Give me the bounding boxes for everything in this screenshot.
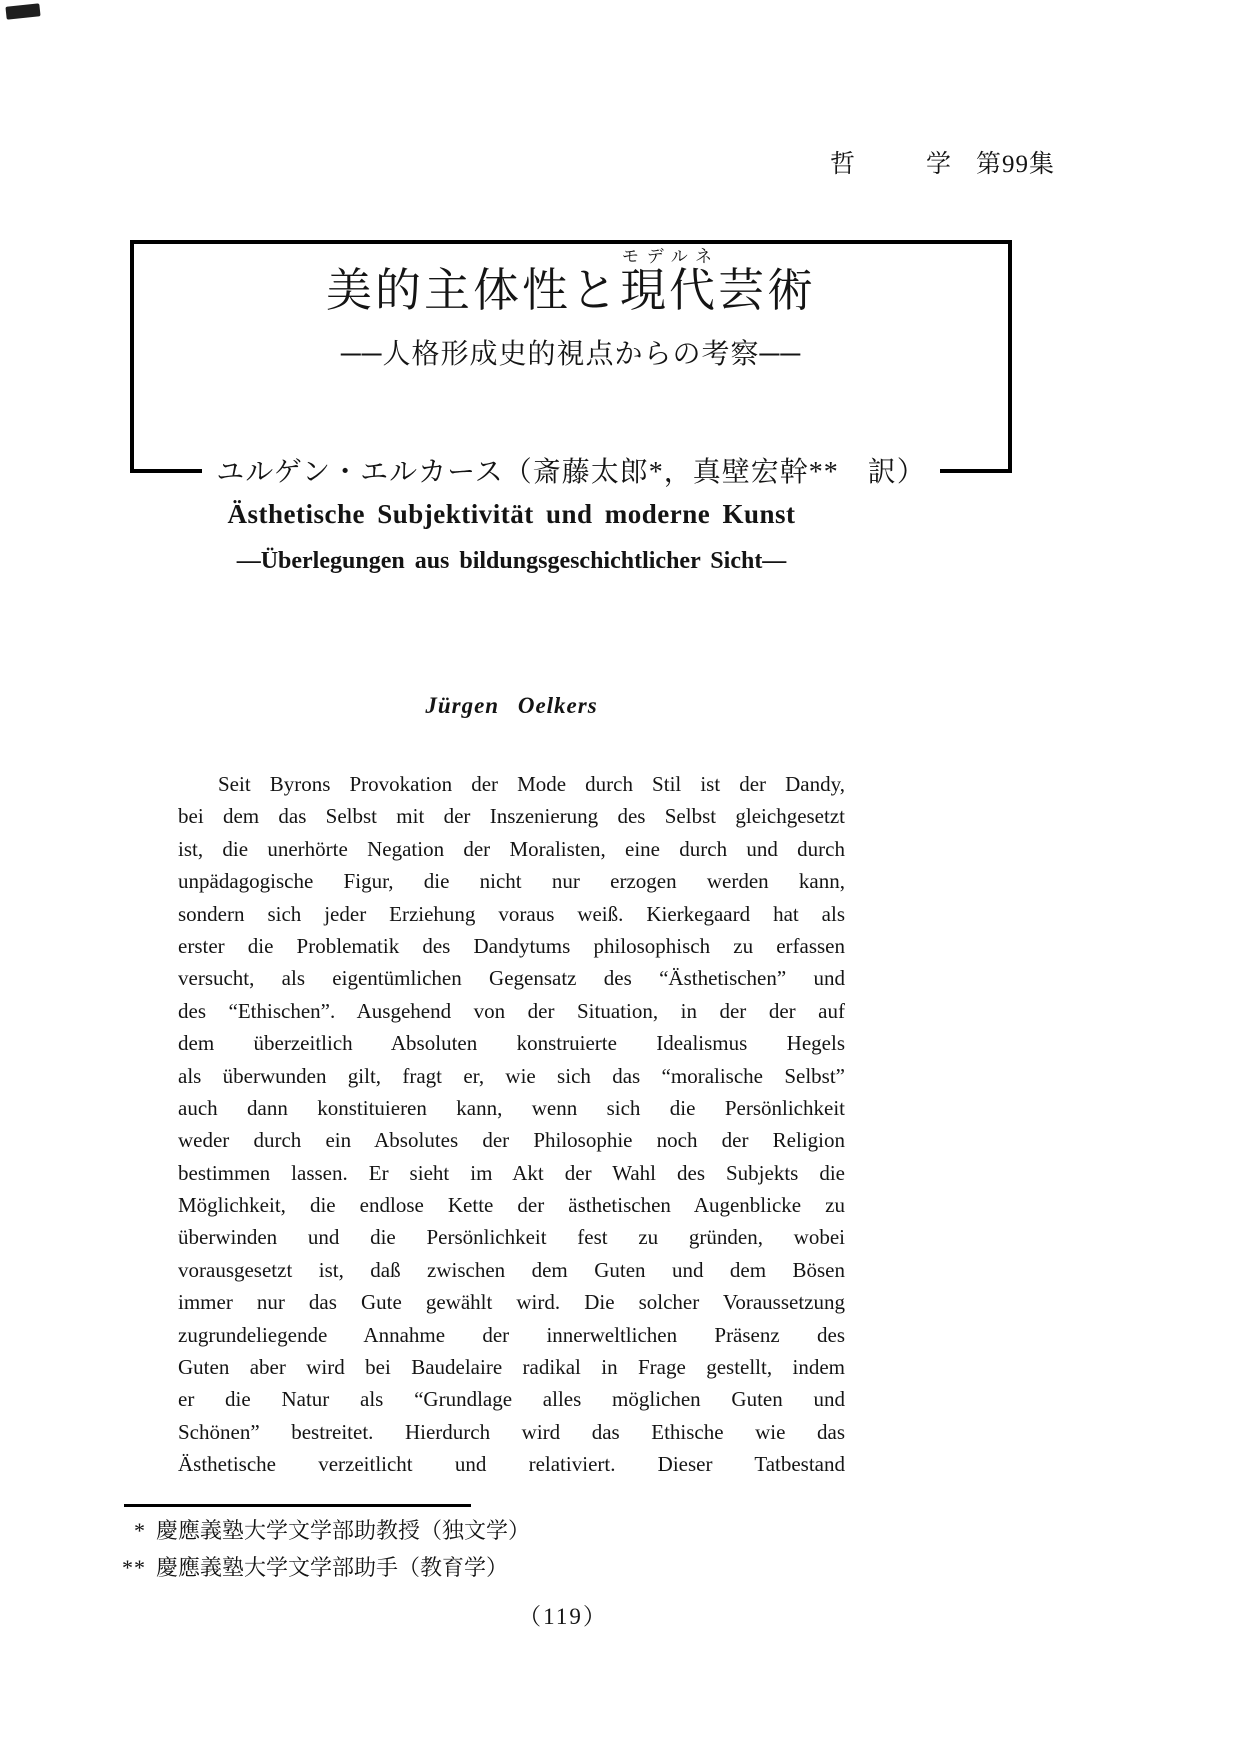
article-title-german: Ästhetische Subjektivität und moderne Kunst xyxy=(227,499,796,529)
body-line: auch dann konstituieren kann, wenn sich die Persönlichkeit xyxy=(178,1095,845,1120)
title-box xyxy=(130,240,1012,473)
scan-artifact xyxy=(5,3,40,19)
body-line: vorausgesetzt ist, daß zwischen dem Guten und dem Bösen xyxy=(178,1257,845,1282)
body-line: sondern sich jeder Erziehung voraus weiß. Kierkegaard hat als xyxy=(178,901,845,926)
body-line: ist, die unerhörte Negation der Moralisten, eine durch und durch xyxy=(178,836,845,861)
body-line: Möglichkeit, die endlose Kette der ästhetischen Augenblicke zu xyxy=(178,1193,845,1218)
footnote-text: 慶應義塾大学文学部助教授（独文学） xyxy=(156,1518,531,1543)
footnote-item xyxy=(102,1512,530,1549)
body-line: bei dem das Selbst mit der Inszenierung des Selbst gleichgesetzt xyxy=(178,804,845,829)
journal-volume: 第99集 xyxy=(976,151,1056,178)
body-line: versucht, als eigentümlichen Gegensatz des “Ästhetischen” und xyxy=(178,966,845,991)
journal-header xyxy=(830,144,1055,180)
body-line: des “Ethischen”. Ausgehend von der Situation, in der der auf xyxy=(178,998,845,1023)
body-line: zugrundeliegende Annahme der innerweltlichen Präsenz des xyxy=(178,1322,845,1347)
article-subtitle-japanese: ──人格形成史的視点からの考察── xyxy=(340,338,802,370)
footnote-text: 慶應義塾大学文学部助手（教育学） xyxy=(156,1555,509,1580)
journal-name-char2: 学 xyxy=(926,151,953,178)
footnote-separator-rule xyxy=(124,1504,471,1507)
body-line: als überwunden gilt, fragt er, wie sich das “moralische Selbst” xyxy=(178,1063,845,1088)
footnote-marker: ** xyxy=(122,1555,146,1580)
body-paragraph xyxy=(178,768,845,1481)
authors-line xyxy=(130,452,1012,494)
title-ruby-base: 現代 xyxy=(620,265,718,316)
footnotes xyxy=(102,1512,530,1586)
body-line: Schönen” bestreitet. Hierdurch wird das Ethische wie das xyxy=(178,1419,845,1444)
journal-name-char1: 哲 xyxy=(830,151,857,178)
body-line: Ästhetische verzeitlicht und relativiert. Dieser Tatbestand xyxy=(178,1452,845,1477)
article-subtitle-german: —Überlegungen aus bildungsgeschichtlicher Sicht— xyxy=(236,548,787,574)
body-line: unpädagogische Figur, die nicht nur erzogen werden kann, xyxy=(178,869,845,894)
body-line: Guten aber wird bei Baudelaire radikal in Frage gestellt, indem xyxy=(178,1355,845,1380)
page-number: （119） xyxy=(518,1604,608,1629)
body-line: immer nur das Gute gewählt wird. Die solcher Voraussetzung xyxy=(178,1290,845,1315)
title-part-after: 芸術 xyxy=(718,265,816,316)
authors-translators: ユルゲン・エルカース（斎藤太郎*，真壁宏幹** 訳） xyxy=(202,452,939,494)
body-line: dem überzeitlich Absoluten konstruierte Idealismus Hegels xyxy=(178,1031,845,1056)
title-ruby xyxy=(620,247,718,316)
title-part-before: 美的主体性と xyxy=(326,265,620,316)
body-line: er die Natur als “Grundlage alles möglichen Guten und xyxy=(178,1387,845,1412)
title-ruby-text: モデルネ xyxy=(620,247,718,266)
body-line: Seit Byrons Provokation der Mode durch Stil ist der Dandy, xyxy=(218,772,845,796)
footnote-marker: * xyxy=(134,1518,146,1543)
author-name: Jürgen Oelkers xyxy=(425,693,598,718)
article-title-japanese xyxy=(134,247,1008,320)
body-line: weder durch ein Absolutes der Philosophie noch der Religion xyxy=(178,1128,845,1153)
body-line: überwinden und die Persönlichkeit fest zu gründen, wobei xyxy=(178,1225,845,1250)
body-line: erster die Problematik des Dandytums philosophisch zu erfassen xyxy=(178,933,845,958)
footnote-item xyxy=(102,1549,530,1586)
body-line: bestimmen lassen. Er sieht im Akt der Wahl des Subjekts die xyxy=(178,1160,845,1185)
